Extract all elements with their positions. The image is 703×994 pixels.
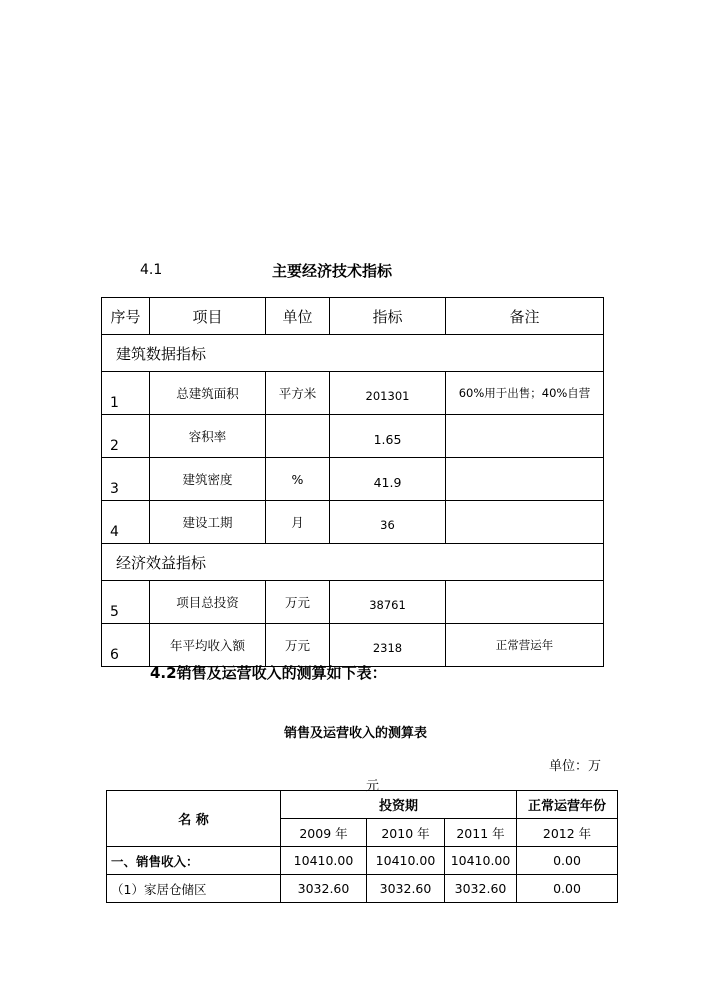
year-cell: 2009 年 bbox=[281, 819, 367, 847]
header-cell: 序号 bbox=[102, 298, 150, 335]
row-note bbox=[446, 458, 604, 501]
economic-indicators-table bbox=[101, 297, 604, 667]
row-value: 10410.00 bbox=[367, 847, 445, 875]
row-name: 一、销售收入： bbox=[107, 847, 281, 875]
row-number: 6 bbox=[102, 624, 150, 667]
year-cell: 2012 年 bbox=[517, 819, 618, 847]
header-cell: 单位 bbox=[266, 298, 330, 335]
section-number: 4.1 bbox=[140, 262, 163, 278]
table-header-row bbox=[107, 791, 618, 819]
header-cell: 备注 bbox=[446, 298, 604, 335]
row-value: 0.00 bbox=[517, 875, 618, 903]
group-label: 建筑数据指标 bbox=[102, 335, 604, 372]
row-name: （1）家居仓储区 bbox=[107, 875, 281, 903]
normal-year-header: 正常运营年份 bbox=[517, 791, 618, 819]
row-value: 3032.60 bbox=[281, 875, 367, 903]
row-unit: 月 bbox=[266, 501, 330, 544]
header-cell: 指标 bbox=[330, 298, 446, 335]
table-row bbox=[102, 624, 604, 667]
unit-label-line2: 元 bbox=[366, 779, 380, 794]
table-row bbox=[107, 847, 618, 875]
table-row bbox=[102, 501, 604, 544]
row-unit: % bbox=[266, 458, 330, 501]
table-row bbox=[102, 372, 604, 415]
row-value: 36 bbox=[330, 501, 446, 544]
row-unit: 万元 bbox=[266, 581, 330, 624]
row-value: 3032.60 bbox=[367, 875, 445, 903]
section-title: 主要经济技术指标 bbox=[272, 262, 393, 280]
row-number: 5 bbox=[102, 581, 150, 624]
section-42-heading: 4.2销售及运营收入的测算如下表： bbox=[150, 664, 387, 682]
sales-revenue-table bbox=[106, 790, 618, 903]
row-note: 正常营运年 bbox=[446, 624, 604, 667]
row-item: 项目总投资 bbox=[150, 581, 266, 624]
group-label: 经济效益指标 bbox=[102, 544, 604, 581]
row-value: 201301 bbox=[330, 372, 446, 415]
table-row bbox=[107, 875, 618, 903]
row-value: 3032.60 bbox=[445, 875, 517, 903]
row-value: 10410.00 bbox=[281, 847, 367, 875]
row-value: 10410.00 bbox=[445, 847, 517, 875]
row-unit: 平方米 bbox=[266, 372, 330, 415]
row-value: 0.00 bbox=[517, 847, 618, 875]
table-row bbox=[102, 415, 604, 458]
row-value: 38761 bbox=[330, 581, 446, 624]
header-cell: 项目 bbox=[150, 298, 266, 335]
year-cell: 2011 年 bbox=[445, 819, 517, 847]
row-note bbox=[446, 581, 604, 624]
row-number: 2 bbox=[102, 415, 150, 458]
row-value: 2318 bbox=[330, 624, 446, 667]
row-unit: 万元 bbox=[266, 624, 330, 667]
row-number: 4 bbox=[102, 501, 150, 544]
row-item: 容积率 bbox=[150, 415, 266, 458]
invest-period-header: 投资期 bbox=[281, 791, 517, 819]
row-value: 41.9 bbox=[330, 458, 446, 501]
table-caption: 销售及运营收入的测算表 bbox=[284, 726, 428, 741]
row-note bbox=[446, 501, 604, 544]
unit-label-line1: 单位：万 bbox=[549, 759, 602, 774]
row-item: 年平均收入额 bbox=[150, 624, 266, 667]
row-number: 3 bbox=[102, 458, 150, 501]
group-row bbox=[102, 335, 604, 372]
row-item: 建设工期 bbox=[150, 501, 266, 544]
year-cell: 2010 年 bbox=[367, 819, 445, 847]
row-item: 建筑密度 bbox=[150, 458, 266, 501]
table-row bbox=[102, 581, 604, 624]
row-number: 1 bbox=[102, 372, 150, 415]
row-value: 1.65 bbox=[330, 415, 446, 458]
table-header-row bbox=[102, 298, 604, 335]
group-row bbox=[102, 544, 604, 581]
row-unit bbox=[266, 415, 330, 458]
name-header: 名 称 bbox=[107, 791, 281, 847]
row-note: 60%用于出售；40%自营 bbox=[446, 372, 604, 415]
row-item: 总建筑面积 bbox=[150, 372, 266, 415]
row-note bbox=[446, 415, 604, 458]
table-row bbox=[102, 458, 604, 501]
